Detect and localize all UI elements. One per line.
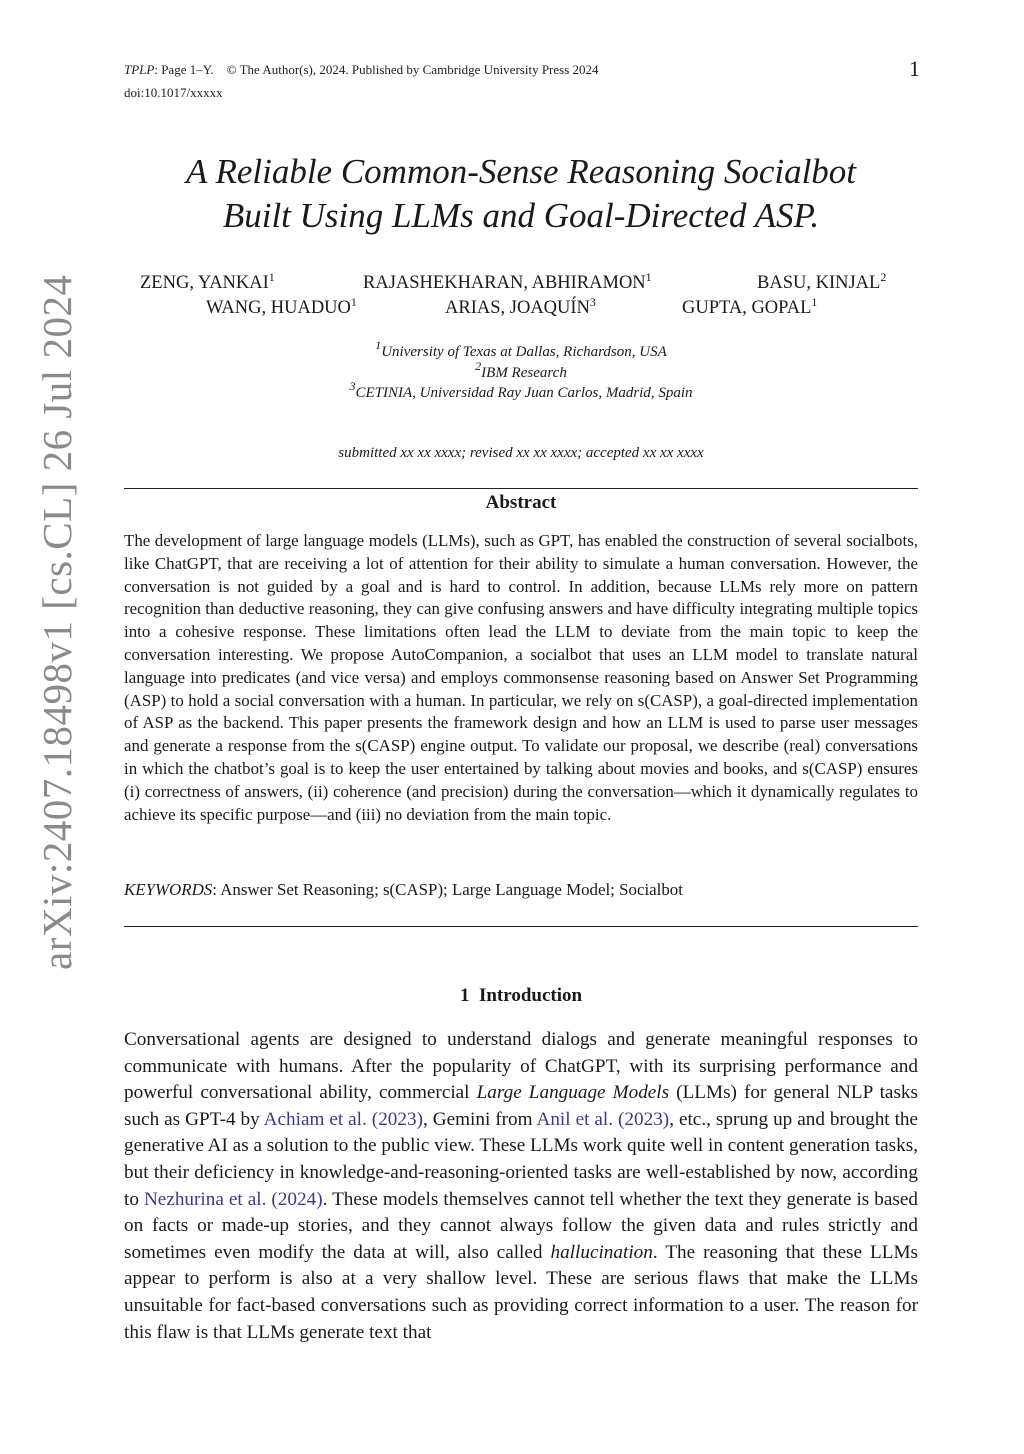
author: ZENG, YANKAI$^1$ — [140, 270, 275, 293]
keywords — [124, 880, 918, 900]
section-heading: 1 Introduction — [459, 985, 583, 1006]
page-range: : Page 1–Y. — [154, 62, 214, 77]
citation-link[interactable]: Anil et al. (2023) — [536, 1108, 670, 1130]
doi: doi:10.1017/xxxxx — [124, 85, 223, 100]
keywords-list: : Answer Set Reasoning; s(CASP); Large Language Model; Socialbot — [212, 880, 683, 899]
authors-row-2 — [124, 295, 918, 322]
affiliation: $^3$CETINIA, Universidad Ray Juan Carlos, Madrid, Spain — [349, 379, 693, 401]
running-header — [124, 62, 599, 78]
affiliation: $^1$University of Texas at Dallas, Richardson, USA — [375, 338, 667, 360]
abstract-heading: Abstract — [485, 492, 557, 513]
citation-link[interactable]: Achiam et al. (2023) — [263, 1108, 423, 1130]
divider — [124, 926, 918, 927]
arxiv-stamp: arXiv:2407.18498v1 [cs.CL] 26 Jul 2024 — [34, 274, 80, 970]
copyright-notice: © The Author(s), 2024. Published by Cambridge University Press 2024 — [226, 62, 599, 77]
author: ARIAS, JOAQUÍN$^3$ — [445, 295, 596, 318]
citation-link[interactable]: Nezhurina et al. (2024) — [143, 1188, 323, 1210]
author: BASU, KINJAL$^2$ — [757, 270, 887, 293]
page-number: 1 — [909, 56, 920, 81]
paper-title-line-1: A Reliable Common-Sense Reasoning Socialbot — [185, 152, 857, 191]
author: GUPTA, GOPAL$^1$ — [682, 295, 818, 318]
divider — [124, 488, 918, 489]
journal-name: TPLP — [124, 62, 155, 77]
intro-paragraph: Conversational agents are designed to understand dialogs and generate meaningful responses to communicate with humans. After the popularity of ChatGPT, with its surprising performance and powerful conversational ability, commercial Large Language Models (LLMs) for general NLP tasks such as GPT-4 by Achiam et al. (2023), Gemini from Anil et al. (2023), etc., sprung up and brought the generative AI as a solution to the public view. These LLMs work quite well in content generation tasks, but their deficiency in knowledge-and-reasoning-oriented tasks are well-established by now, according to Nezhurina et al. (2024). These models themselves cannot tell whether the text they generate is based on facts or made-up stories, and they cannot always follow the given data and rules strictly and sometimes even modify the data at will, also called hallucination. The reasoning that these LLMs appear to perform is also at a very shallow level. These are serious flaws that make the LLMs unsuitable for fact-based conversations such as providing correct information to a user. The reason for this flaw is that LLMs generate text that — [124, 1029, 919, 1343]
submission-dates: submitted xx xx xxxx; revised xx xx xxxx; accepted xx xx xxxx — [338, 445, 704, 461]
keywords-label: KEYWORDS — [124, 880, 213, 899]
abstract-text: The development of large language models (LLMs), such as GPT, has enabled the construction of several socialbots, like ChatGPT, that are receiving a lot of attention for their ability to simulate a human conversation. However, the conversation is not guided by a goal and is hard to control. In addition, because LLMs rely more on pattern recognition than deductive reasoning, they can give confusing answers and have difficulty integrating multiple topics into a cohesive response. These limitations often lead the LLM to deviate from the main topic to keep the conversation interesting. We propose AutoCompanion, a socialbot that uses an LLM model to translate natural language into predicates (and vice versa) and employs commonsense reasoning based on Answer Set Programming (ASP) to hold a social conversation with a human. In particular, we rely on s(CASP), a goal-directed implementation of ASP as the backend. This paper presents the framework design and how an LLM is used to parse user messages and generate a response from the s(CASP) engine output. To validate our proposal, we describe (real) conversations in which the chatbot’s goal is to keep the user entertained by talking about movies and books, and s(CASP) ensures (i) correctness of answers, (ii) coherence (and precision) during the conversation—which it dynamically regulates to achieve its specific purpose—and (iii) no deviation from the main topic. — [124, 531, 918, 824]
paper-title-line-2: Built Using LLMs and Goal-Directed ASP. — [222, 196, 820, 235]
author: WANG, HUADUO$^1$ — [206, 295, 357, 318]
author: RAJASHEKHARAN, ABHIRAMON$^1$ — [363, 270, 652, 293]
affiliation: $^2$IBM Research — [475, 359, 567, 381]
authors-row-1 — [124, 270, 918, 297]
